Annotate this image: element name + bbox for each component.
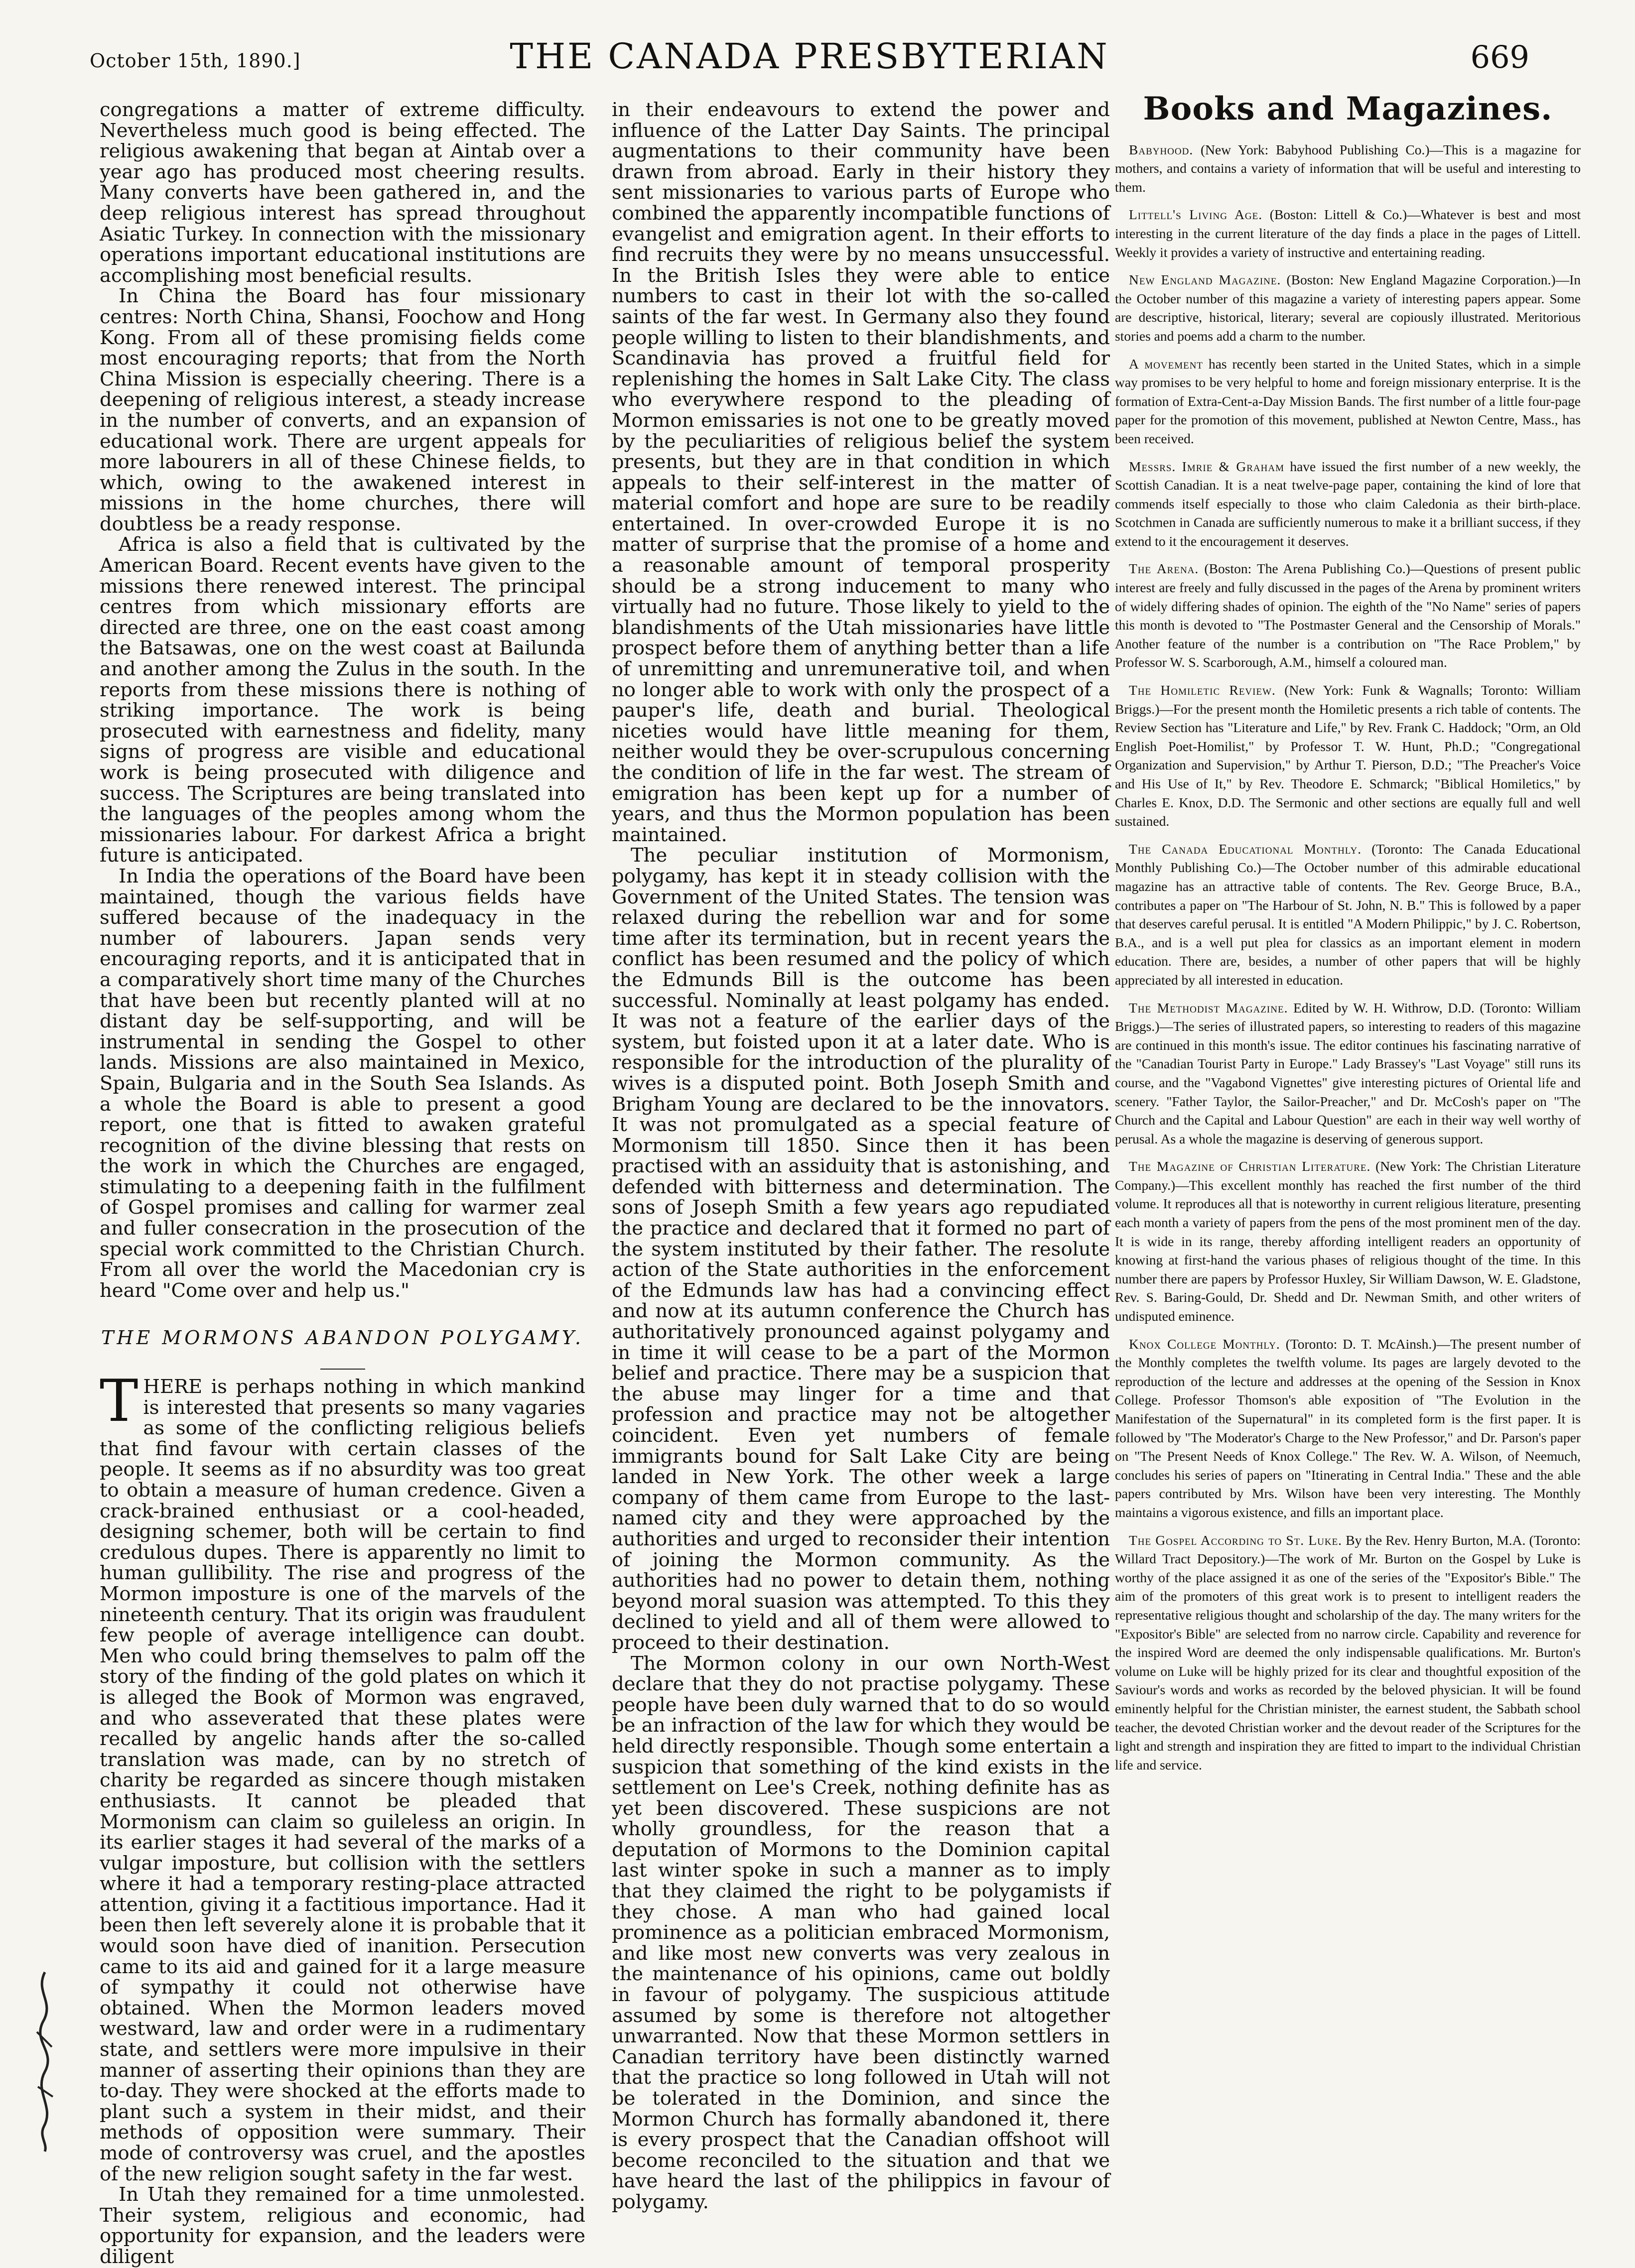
paragraph: Africa is also a field that is cultivated by the American Board. Recent events have given to the missions there renewed interest. The principal centres from which missionary efforts are directed are three, one on the east coast among the Batsawas, one on the west coast at Bailunda and another among the Zulus in the south. In the reports from these missions there is nothing of striking importance. The work is being prosecuted with earnestness and fidelity, many signs of progress are visible and educational work is being prosecuted with diligence and success. The Scriptures are being translated into the languages of the peoples among whom the missionaries labour. For darkest Africa a bright future is anticipated.	[100, 533, 585, 867]
drop-cap: T	[100, 1368, 138, 1435]
review-notice	[1115, 1335, 1581, 1522]
notice-text: (New York: The Christian Literature Company.)—This excellent monthly has reached the first number of the third volume. It reproduces all that is noteworthy in current religious literature, presenting each month a variety of papers from the pens of the most prominent men of the day. It is wide in its range, thereby affording intelligent readers an opportunity of knowing at first-hand the various phases of religious thought of the time. In this number there are papers by Professor Huxley, Sir William Dawson, W. E. Gladstone, Rev. S. Baring-Gould, Dr. Shedd and Dr. Newman Smith, and other writers of undisputed eminence.	[1115, 1158, 1581, 1324]
review-notice	[1115, 1531, 1581, 1774]
notice-lead: Messrs. Imrie & Graham	[1129, 458, 1284, 474]
page-header	[90, 29, 1529, 84]
review-notice	[1115, 140, 1581, 197]
notice-lead: Littell's Living Age.	[1129, 207, 1263, 223]
article-opening-paragraph	[100, 1368, 585, 2185]
review-notice	[1115, 457, 1581, 551]
paragraph: In India the operations of the Board have been maintained, though the various fields have suffered because of the inadequacy in the number of labourers. Japan sends very encouraging reports, and it is anticipated that in a comparatively short time many of the Churches that have been but recently planted will at no distant day be self-supporting, and will be instrumental in sending the Gospel to other lands. Missions are also maintained in Mexico, Spain, Bulgaria and in the South Sea Islands. As a whole the Board is able to present a good report, one that is fitted to awaken grateful recognition of the divine blessing that rests on the work in which the Churches are engaged, stimulating to a deepening faith in the fulfilment of Gospel promises and calling for warmer zeal and fuller consecration in the prosecution of the special work committed to the Christian Church. From all over the world the Macedonian cry is heard "Come over and help us."	[100, 865, 585, 1302]
column-left	[100, 99, 585, 2268]
column-middle	[612, 100, 1110, 2241]
review-notice	[1115, 205, 1581, 261]
paragraph: In Utah they remained for a time unmolested. Their system, religious and economic, had opportunity for expansion, and the leaders were diligent	[100, 2183, 585, 2268]
notice-text: (Toronto: The Canada Educational Monthly Publishing Co.)—The October number of this admirable educational magazine has an attractive table of contents. The Rev. George Bruce, B.A., contributes a paper on "The Harbour of St. John, N. B." This is followed by a paper that deserves careful perusal. It is entitled "A Modern Philippic," by J. C. Robertson, B.A., and is a well put plea for classics as an important element in modern education. There are, besides, a number of other papers that will be highly appreciated by all interested in education.	[1115, 841, 1581, 988]
paragraph: congregations a matter of extreme difficulty. Nevertheless much good is being effected. The religious awakening that began at Aintab over a year ago has produced most cheering results. Many converts have been gathered in, and the deep religious interest has spread throughout Asiatic Turkey. In connection with the missionary operations important educational institutions are accomplishing most beneficial results.	[100, 99, 585, 287]
review-notice	[1115, 270, 1581, 345]
article-opening-text: HERE is perhaps nothing in which mankind is interested that presents so many vagaries as some of the conflicting religious beliefs that find favour with certain classes of the people. It seems as if no absurdity was too great to obtain a measure of human credence. Given a crack-brained enthusiast or a cool-headed, designing schemer, both will be certain to find credulous dupes. There is apparently no limit to human gullibility. The rise and progress of the Mormon imposture is one of the marvels of the nineteenth century. That its origin was fraudulent few people of average intelligence can doubt. Men who could bring themselves to palm off the story of the finding of the gold plates on which it is alleged the Book of Mormon was engraved, and who asseverated that these plates were recalled by angelic hands after the so-called translation was made, can by no stretch of charity be regarded as sincere though mistaken enthusiasts. It cannot be pleaded that Mormonism can claim so guileless an origin. In its earlier stages it had several of the marks of a vulgar imposture, but collision with the settlers where it had a temporary resting-place attracted attention, giving it a factitious importance. Had it been then left severely alone it is probable that it would soon have died of inanition. Persecution came to its aid and gained for it a large measure of sympathy it could not otherwise have obtained. When the Mormon leaders moved westward, law and order were in a rudimentary state, and settlers were more impulsive in their manner of asserting their opinions than they are to-day. They were shocked at the efforts made to plant such a system in their midst, and their methods of opposition were summary. Their mode of controversy was cruel, and the apostles of the new religion sought safety in the far west.	[100, 1376, 585, 2185]
notice-text: By the Rev. Henry Burton, M.A. (Toronto: Willard Tract Depository.)—The work of Mr. Burton on the Gospel by Luke is worthy of the place assigned it as one of the series of the "Expositor's Bible." The aim of the promoters of this great work is to present to intelligent readers the representative religious thought and scholarship of the day. The many writers for the "Expositor's Bible" are selected from no narrow circle. Capability and reverence for the inspired Word are deemed the only indispensable qualifications. Mr. Burton's volume on Luke will be highly prized for its clear and thoughtful exposition of the Saviour's words and works as recorded by the beloved physician. It will be found eminently helpful for the Christian minister, the earnest student, the Sabbath school teacher, the devoted Christian worker and the devout reader of the Scriptures for the light and strength and inspiration they are fitted to impart to the individual Christian life and service.	[1115, 1532, 1581, 1772]
margin-ornament-icon	[30, 1972, 60, 2151]
section-title: Books and Magazines.	[1143, 90, 1553, 127]
review-notice	[1115, 999, 1581, 1148]
notice-lead: The Magazine of Christian Literature.	[1129, 1158, 1371, 1174]
notice-text: (New York: Babyhood Publishing Co.)—This is a magazine for mothers, and contains a variety of information that will be useful and interesting to them.	[1115, 141, 1581, 195]
page-number: 669	[1470, 39, 1529, 75]
notice-lead: The Gospel According to St. Luke.	[1129, 1532, 1343, 1548]
column-right-books-and-magazines	[1115, 90, 1581, 2236]
paragraph: In China the Board has four missionary centres: North China, Shansi, Foochow and Hong Kong. From all of these promising fields come most encouraging reports; that from the North China Mission is especially cheering. There is a deepening of religious interest, a steady increase in the number of converts, and an expansion of educational work. There are urgent appeals for more labourers in all of these Chinese fields, to which, owing to the awakened interest in missions in the home churches, there will doubtless be a ready response.	[100, 285, 585, 535]
paragraph: in their endeavours to extend the power and influence of the Latter Day Saints. The principal augmentations to their community have been drawn from abroad. Early in their history they sent missionaries to various parts of Europe who combined the apparently incompatible functions of evangelist and emigration agent. In their efforts to find recruits they were by no means unsuccessful. In the British Isles they were able to entice numbers to cast in their lot with the so-called saints of the far west. In Germany also they found people willing to listen to their blandishments, and Scandinavia has proved a fruitful field for replenishing the homes in Salt Lake City. The class who everywhere respond to the pleading of Mormon emissaries is not one to be greatly moved by the peculiarities of religious belief the system presents, but they are in that condition in which appeals to their self-interest in the matter of material comfort and hope are sure to be readily entertained. In over-crowded Europe it is no matter of surprise that the promise of a home and a reasonable amount of temporal prosperity should be a strong inducement to many who virtually had no future. Those likely to yield to the blandishments of the Utah missionaries have little prospect before them of anything better than a life of unremitting and unremunerative toil, and when no longer able to work with only the prospect of a pauper's life, death and burial. Theological niceties would have little meaning for them, neither would they be over-scrupulous concerning the condition of life in the far west. The stream of emigration has been kept up for a number of years, and thus the Mormon population has been maintained.	[612, 99, 1110, 846]
notice-lead: The Methodist Magazine.	[1129, 1000, 1288, 1015]
review-notice	[1115, 681, 1581, 831]
notice-lead: Knox College Monthly.	[1129, 1336, 1280, 1352]
notice-text: Edited by W. H. Withrow, D.D. (Toronto: William Briggs.)—The series of illustrated papers, so interesting to readers of this magazine are continued in this month's issue. The editor continues his fascinating narrative of the "Canadian Tourist Party in Europe." Lady Brassey's "Last Voyage" still runs its course, and the "Vagabond Vignettes" give interesting pictures of Oriental life and scenery. "Father Taylor, the Sailor-Preacher," and Dr. McCosh's paper on "The Church and the Capital and Labour Question" are each in their way well worthy of perusal. As a whole the magazine is deserving of generous support.	[1115, 1000, 1581, 1146]
notice-lead: New England Magazine.	[1129, 272, 1281, 288]
notice-lead: A movement	[1129, 356, 1204, 372]
notice-text: has recently been started in the United States, which in a simple way promises to be very helpful to home and foreign missionary enterprise. It is the formation of Extra-Cent-a-Day Mission Bands. The first number of a little four-page paper for the promotion of this movement, published at Newton Centre, Mass., has been received.	[1115, 356, 1581, 446]
paragraph: The peculiar institution of Mormonism, polygamy, has kept it in steady collision with the Government of the United States. The tension was relaxed during the rebellion war and for some time after its termination, but in recent years the conflict has been resumed and the policy of which the Edmunds Bill is the outcome has been successful. Nominally at least polgamy has ended. It was not a feature of the earlier days of the system, but foisted upon it at a later date. Who is responsible for the introduction of the plurality of wives is a disputed point. Both Joseph Smith and Brigham Young are declared to be the innovators. It was not promulgated as a special feature of Mormonism till 1850. Since then it has been practised with an assiduity that is astonishing, and defended with bitterness and determination. The sons of Joseph Smith a few years ago repudiated the practice and declared that it formed no part of the system instituted by their father. The resolute action of the State authorities in the enforcement of the Edmunds law has had a convincing effect and now at its autumn conference the Church has authoritatively pronounced against polygamy and in time it will cease to be a part of the Mormon belief and practice. There may be a suspicion that the abuse may linger for a time and that profession and practice may not be altogether coincident. Even yet numbers of female immigrants bound for Salt Lake City are being landed in New York. The other week a large company of them came from Europe to the last-named city and they were approached by the authorities and urged to reconsider their intention of joining the Mormon community. As the authorities had no power to detain them, nothing beyond moral suasion was attempted. To this they declined to yield and all of them were allowed to proceed to their destination.	[612, 844, 1110, 1654]
notice-text: (Boston: Littell & Co.)—Whatever is best and most interesting in the current literature of the day finds a place in the pages of Littell. Weekly it provides a variety of instructive and entertaining reading.	[1115, 207, 1581, 260]
notice-lead: The Canada Educational Monthly.	[1129, 841, 1362, 857]
notice-text: (Boston: The Arena Publishing Co.)—Questions of present public interest are freely and fully discussed in the pages of the Arena by prominent writers of widely differing shades of opinion. The eighth of the "No Name" series of papers this month is devoted to "The Postmaster General and the Censorship of Morals." Another feature of the number is a contribution on "The Race Problem," by Professor W. S. Scarborough, A.M., himself a coloured man.	[1115, 561, 1581, 670]
notice-text: have issued the first number of a new weekly, the Scottish Canadian. It is a neat twelve-page paper, containing the kind of lore that commends itself especially to those who claim Caledonia as their birth-place. Scotchmen in Canada are sufficiently numerous to make it a brilliant success, if they extend to it the encouragement it deserves.	[1115, 458, 1581, 549]
notice-text: (Boston: New England Magazine Corporation.)—In the October number of this magazine a variety of interesting papers appear. Some are descriptive, historical, literary; several are copiously illustrated. Meritorious stories and poems add a charm to the number.	[1115, 272, 1581, 344]
issue-date: October 15th, 1890.]	[90, 50, 301, 72]
notice-lead: The Arena.	[1129, 561, 1199, 577]
notice-text: (Toronto: D. T. McAinsh.)—The present number of the Monthly completes the twelfth volume. Its pages are largely devoted to the reproduction of the lecture and addresses at the opening of the Session in Knox College. Professor Thomson's able exposition of "The Evolution in the Manifestation of the Supernatural" in its completed form is the first paper. It is followed by "The Moderator's Charge to the New Professor," and Dr. Parson's paper on "The Present Needs of Knox College." The Rev. W. A. Wilson, of Neemuch, concludes his series of papers on "Itinerating in Central India." These and the able papers contributed by Mrs. Wilson have been very interesting. The Monthly maintains a vigorous existence, and fills an important place.	[1115, 1336, 1581, 1520]
review-notice	[1115, 355, 1581, 448]
review-notice	[1115, 1157, 1581, 1325]
review-notice	[1115, 840, 1581, 990]
notice-text: (New York: Funk & Wagnalls; Toronto: William Briggs.)—For the present month the Homiletic presents a rich table of contents. The Review Section has "Literature and Life," by Rev. Frank C. Haddock; "Orm, an Old English Poet-Homilist," by Professor T. W. Hunt, Ph.D.; "Congregational Organization and Supervision," by Arthur T. Pierson, D.D.; "The Preacher's Voice and His Use of It," by Rev. Theodore E. Schmarck; "Biblical Homiletics," by Charles E. Knox, D.D. The Sermonic and other sections are equally full and well sustained.	[1115, 682, 1581, 829]
title-rule	[320, 1369, 365, 1370]
notice-lead: Babyhood.	[1129, 141, 1194, 157]
publication-title: THE CANADA PRESBYTERIAN	[510, 36, 1109, 77]
notice-lead: The Homiletic Review.	[1129, 682, 1276, 698]
paragraph: The Mormon colony in our own North-West declare that they do not practise polygamy. These people have been duly warned that to do so would be an infraction of the law for which they would be held directly responsible. Though some entertain a suspicion that something of the kind exists in the settlement on Lee's Creek, nothing definite has as yet been discovered. These suspicions are not wholly groundless, for the reason that a deputation of Mormons to the Dominion capital last winter spoke in such a manner as to imply that they claimed the right to be polygamists if they chose. A man who had gained local prominence as a politician embraced Mormonism, and like most new converts was very zealous in the maintenance of his opinions, came out boldly in favour of polygamy. The suspicious attitude assumed by some is therefore not altogether unwarranted. Now that these Mormon settlers in Canadian territory have been distinctly warned that the practice so long followed in Utah will not be tolerated in the Dominion, and since the Mormon Church has formally abandoned it, there is every prospect that the Canadian offshoot will become reconciled to the situation and that we have heard the last of the philippics in favour of polygamy.	[612, 1652, 1110, 2213]
review-notice	[1115, 559, 1581, 672]
article-title: THE MORMONS ABANDON POLYGAMY.	[101, 1327, 584, 1349]
